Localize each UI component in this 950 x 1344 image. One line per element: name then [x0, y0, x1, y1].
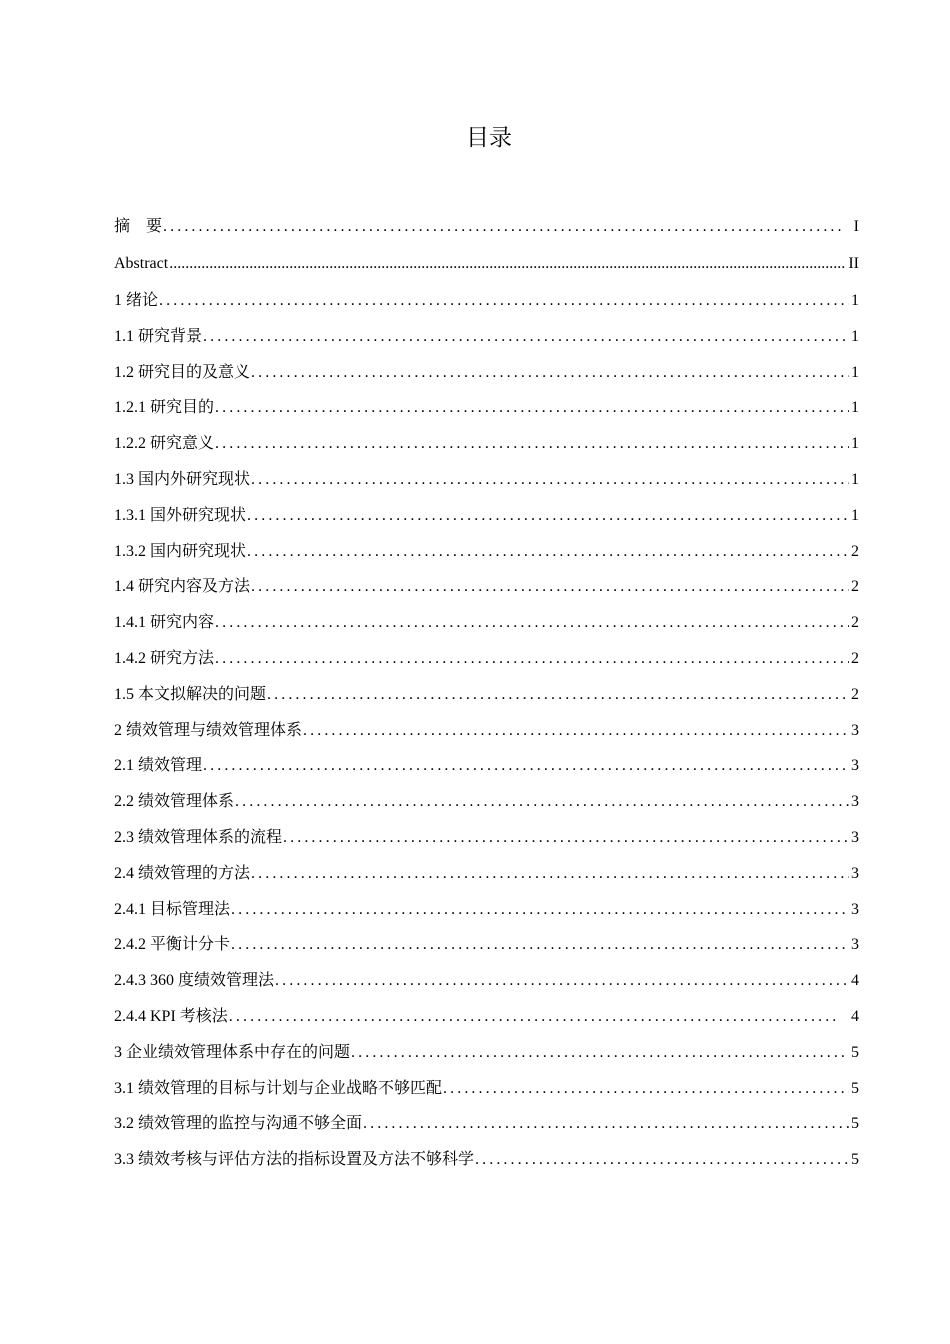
toc-dot-leader [215, 605, 849, 641]
toc-entry-page: 2 [851, 649, 859, 667]
toc-entry-page: 3 [851, 828, 859, 846]
toc-dot-leader [159, 283, 849, 319]
toc-entry-page: 3 [851, 721, 859, 739]
toc-entry-abstract-en[interactable] [114, 245, 859, 283]
toc-entry-label: 1.2.2 研究意义 [114, 435, 215, 453]
toc-entry-abstract-cn[interactable] [114, 209, 859, 245]
toc-dot-leader [443, 1071, 849, 1107]
toc-dot-leader [163, 209, 842, 245]
toc-entry-page: 1 [851, 506, 859, 524]
toc-entry-label: Abstract [114, 255, 169, 272]
toc-entry-label: 1 绪论 [114, 292, 159, 309]
toc-entry-label: 1.3.1 国外研究现状 [114, 506, 247, 524]
toc-entry[interactable] [114, 1035, 859, 1071]
toc-entry[interactable] [114, 999, 859, 1035]
toc-entry-page: 3 [851, 900, 859, 918]
toc-entry-label: 1.4 研究内容及方法 [114, 578, 251, 596]
toc-entry-label: 2.4.4 KPI 考核法 [114, 1007, 228, 1025]
toc-entry[interactable] [114, 713, 859, 749]
toc-entry-page: 3 [851, 757, 859, 775]
toc-dot-leader [251, 856, 849, 892]
toc-dot-leader [475, 1142, 849, 1178]
toc-entry-page: 2 [851, 542, 859, 560]
toc-entry-label: 1.1 研究背景 [114, 327, 203, 345]
toc-entry-label: 1.2.1 研究目的 [114, 399, 215, 417]
toc-entry-page: 1 [851, 292, 859, 309]
toc-entry[interactable] [114, 927, 859, 963]
toc-entry[interactable] [114, 319, 859, 355]
toc-entry[interactable] [114, 605, 859, 641]
toc-entry-page: 1 [851, 363, 859, 381]
toc-dot-leader [303, 713, 849, 749]
toc-dot-leader [251, 355, 849, 391]
toc-dot-leader [235, 784, 849, 820]
toc-entry-label: 摘 要 [114, 218, 163, 235]
toc-dot-leader [283, 820, 849, 856]
toc-entry-page: I [853, 218, 859, 235]
toc-entry[interactable] [114, 283, 859, 319]
toc-entry-label: 1.3.2 国内研究现状 [114, 542, 247, 560]
toc-dot-leader [231, 927, 849, 963]
toc-dot-leader [231, 892, 849, 928]
toc-entry-page: 1 [851, 435, 859, 453]
toc-entry-label: 2.4.3 360 度绩效管理法 [114, 972, 275, 990]
toc-entry-label: 3.1 绩效管理的目标与计划与企业战略不够匹配 [114, 1079, 443, 1097]
toc-entry[interactable] [114, 569, 859, 605]
toc-dot-leader [203, 319, 849, 355]
toc-dot-leader [275, 963, 849, 999]
toc-entry[interactable] [114, 1142, 859, 1178]
toc-dot-leader [215, 426, 849, 462]
toc-entry-label: 1.2 研究目的及意义 [114, 363, 251, 381]
toc-entry-label: 3.2 绩效管理的监控与沟通不够全面 [114, 1115, 363, 1133]
toc-dot-leader [351, 1035, 849, 1071]
toc-dot-leader [215, 390, 849, 426]
toc-entry[interactable] [114, 462, 859, 498]
toc-entry-label: 1.5 本文拟解决的问题 [114, 685, 267, 703]
toc-entry[interactable] [114, 641, 859, 677]
toc-entry-label: 1.4.2 研究方法 [114, 649, 215, 667]
toc-entry-label: 3 企业绩效管理体系中存在的问题 [114, 1043, 351, 1061]
toc-entry-label: 1.3 国内外研究现状 [114, 470, 251, 488]
toc-entry-label: 2.4.1 目标管理法 [114, 900, 231, 918]
toc-entry[interactable] [114, 355, 859, 391]
toc-entry-page: 2 [851, 614, 859, 632]
toc-entry-page: 3 [851, 864, 859, 882]
toc-dot-leader [169, 245, 846, 283]
toc-dot-leader [251, 569, 849, 605]
toc-entry-page: 3 [851, 793, 859, 811]
toc-entry[interactable] [114, 892, 859, 928]
toc-entry[interactable] [114, 784, 859, 820]
toc-dot-leader [215, 641, 849, 677]
toc-entry-label: 2 绩效管理与绩效管理体系 [114, 721, 303, 739]
toc-entry-page: 1 [851, 470, 859, 488]
toc-entry-page: 5 [851, 1151, 859, 1169]
toc-entry-label: 2.1 绩效管理 [114, 757, 203, 775]
toc-entry-label: 2.2 绩效管理体系 [114, 793, 235, 811]
toc-entry[interactable] [114, 677, 859, 713]
toc-title: 目录 [466, 125, 512, 151]
toc-entry[interactable] [114, 856, 859, 892]
toc-dot-leader [229, 999, 839, 1035]
toc-entry-label: 2.3 绩效管理体系的流程 [114, 828, 283, 846]
toc-entry-page: 2 [851, 578, 859, 596]
toc-entry-page: 3 [851, 936, 859, 954]
toc-dot-leader [267, 677, 849, 713]
toc-dot-leader [247, 534, 849, 570]
toc-entry-label: 2.4.2 平衡计分卡 [114, 936, 231, 954]
toc-entry[interactable] [114, 820, 859, 856]
toc-entry-page: 4 [851, 972, 859, 990]
toc-dot-leader [203, 748, 849, 784]
toc-dot-leader [247, 498, 849, 534]
toc-entry[interactable] [114, 498, 859, 534]
toc-entry[interactable] [114, 534, 859, 570]
toc-entry[interactable] [114, 748, 859, 784]
toc-entry[interactable] [114, 1106, 859, 1142]
toc-entry-label: 1.4.1 研究内容 [114, 614, 215, 632]
toc-entry-page: 5 [851, 1043, 859, 1061]
toc-entry-page: 4 [851, 1007, 859, 1025]
toc-entry-page: 1 [851, 399, 859, 417]
toc-entry-page: 1 [851, 327, 859, 345]
toc-entry-page: 2 [851, 685, 859, 703]
toc-entry[interactable] [114, 426, 859, 462]
toc-entry-label: 2.4 绩效管理的方法 [114, 864, 251, 882]
toc-entry-page: 5 [851, 1079, 859, 1097]
table-of-contents [114, 209, 859, 1178]
toc-entry-label: 3.3 绩效考核与评估方法的指标设置及方法不够科学 [114, 1151, 475, 1169]
toc-entry-page: II [848, 255, 859, 272]
toc-entry[interactable] [114, 1071, 859, 1107]
toc-entry-page: 5 [851, 1115, 859, 1133]
toc-entry[interactable] [114, 963, 859, 999]
toc-entry[interactable] [114, 390, 859, 426]
toc-dot-leader [363, 1106, 849, 1142]
toc-dot-leader [251, 462, 849, 498]
